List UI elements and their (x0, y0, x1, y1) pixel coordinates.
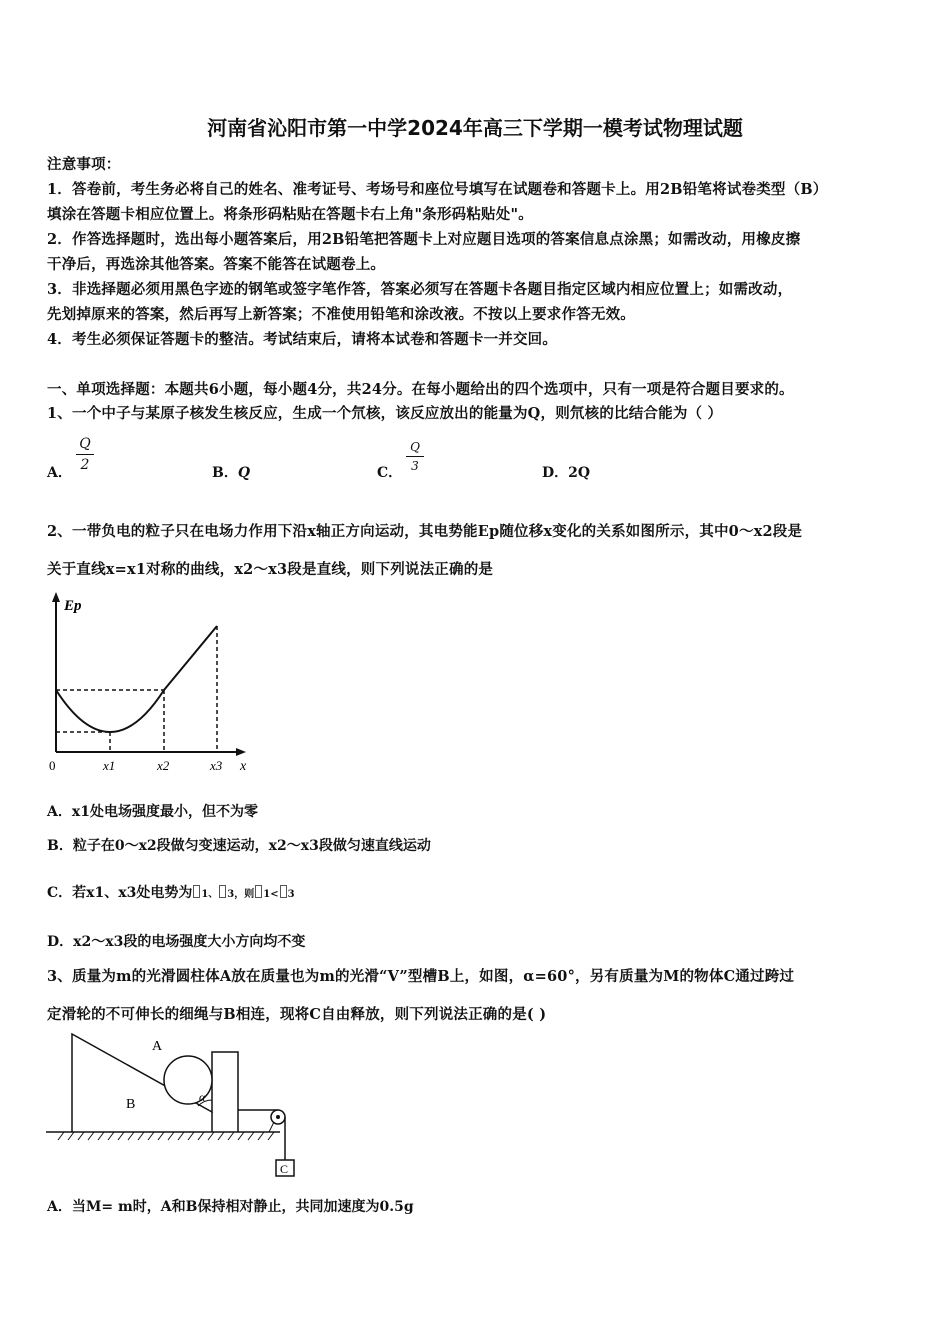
q2-option-c (47, 882, 295, 902)
section-heading: 一、单项选择题：本题共6小题，每小题4分，共24分。在每小题给出的四个选项中，只有一项是符合题目要求的。 (47, 381, 794, 398)
y-axis-label: Ep (64, 598, 82, 614)
fraction-denominator: 2 (80, 457, 90, 473)
q2-option-c-part: 1、 (201, 889, 219, 900)
page-title: 河南省沁阳市第一中学2024年高三下学期一模考试物理试题 (207, 116, 743, 140)
x-tick-label: x1 (103, 758, 116, 773)
x-axis-arrow-icon (236, 748, 246, 756)
q2-option-d: D．x2～x3段的电场强度大小方向均不变 (47, 934, 306, 950)
notes-line: 干净后，再选涂其他答案。答案不能答在试题卷上。 (47, 256, 386, 273)
q2-energy-graph (40, 588, 270, 778)
missing-glyph-icon (255, 885, 262, 898)
origin-label: 0 (49, 758, 56, 773)
q2-option-b: B．粒子在0～x2段做匀变速运动，x2～x3段做匀速直线运动 (47, 838, 431, 854)
missing-glyph-icon (193, 885, 200, 898)
q1-option-d (542, 462, 590, 482)
q1-option-b-value: Q (237, 465, 251, 481)
q1-option-c-label: C． (377, 465, 403, 481)
fraction-bar (76, 454, 94, 455)
x-tick-label: x3 (210, 758, 223, 773)
ep-curve (56, 690, 164, 732)
notes-line: 先划掉原来的答案，然后再写上新答案；不准使用铅笔和涂改液。不按以上要求作答无效。 (47, 306, 635, 323)
angle-label: α (199, 1090, 206, 1104)
notes-line: 1．答卷前，考生务必将自己的姓名、准考证号、考场号和座位号填写在试题卷和答题卡上。用2B铅笔将试卷类型（B） (47, 181, 828, 198)
fraction-numerator: Q (79, 436, 91, 452)
notes-line: 4．考生必须保证答题卡的整洁。考试结束后，请将本试卷和答题卡一并交回。 (47, 331, 558, 348)
q1-option-b-label: B． (212, 465, 238, 481)
q1-option-a-label: A． (47, 465, 72, 481)
q1-option-a-fraction (76, 436, 94, 473)
missing-glyph-icon (280, 885, 287, 898)
q1-option-b (212, 462, 250, 482)
notes-line: 填涂在答题卡相应位置上。将条形码粘贴在答题卡右上角"条形码粘贴处"。 (47, 206, 533, 223)
label-b: B (126, 1097, 136, 1112)
pulley-axle (276, 1115, 280, 1119)
q2-option-c-text: C．若x1、x3处电势为 (47, 885, 193, 901)
notes-line: 3．非选择题必须用黑色字迹的钢笔或签字笔作答，答案必须写在答题卡各题目指定区域内相应位置上；如需改动， (47, 281, 793, 298)
q1-option-d-label: D． (542, 465, 569, 481)
label-c: C (280, 1162, 289, 1176)
q3-stem-line2: 定滑轮的不可伸长的细绳与B相连，现将C自由释放，则下列说法正确的是( ) (47, 1006, 547, 1023)
fraction-denominator: 3 (411, 459, 419, 473)
ep-line-segment (164, 626, 217, 690)
notes-heading: 注意事项： (47, 156, 121, 173)
label-a: A (152, 1039, 163, 1054)
x-axis-label: x (240, 759, 247, 774)
q2-option-c-part: 3，则 (227, 889, 255, 900)
q3-diagram (40, 1028, 310, 1188)
notes-line: 2．作答选择题时，选出每小题答案后，用2B铅笔把答题卡上对应题目选项的答案信息点涂黑；如需改动，用橡皮擦 (47, 231, 801, 248)
q2-stem-line1: 2、一带负电的粒子只在电场力作用下沿x轴正方向运动，其电势能Ep随位移x变化的关系如图所示，其中0～x2段是 (47, 523, 803, 540)
x-tick-label: x2 (157, 758, 170, 773)
fraction-numerator: Q (410, 440, 420, 454)
q1-option-c-fraction (406, 440, 424, 473)
q2-option-c-part: 1< (263, 889, 279, 900)
q3-stem-line1: 3、质量为m的光滑圆柱体A放在质量也为m的光滑“V”型槽B上，如图，α=60°，另有质量为M的物体C通过跨过 (47, 968, 795, 985)
pulley-mount (269, 1122, 274, 1132)
ground-hatching (58, 1132, 274, 1140)
fraction-bar (406, 456, 424, 457)
q2-stem-line2: 关于直线x=x1对称的曲线，x2～x3段是直线，则下列说法正确的是 (47, 561, 494, 578)
q2-option-a: A．x1处电场强度最小，但不为零 (47, 804, 258, 820)
missing-glyph-icon (219, 885, 226, 898)
q1-option-d-value: 2Q (568, 465, 591, 481)
q2-option-c-part: 3 (287, 889, 295, 900)
q1-stem: 1、一个中子与某原子核发生核反应，生成一个氘核，该反应放出的能量为Q，则氘核的比结合能为（ ） (47, 405, 723, 422)
y-axis-arrow-icon (52, 592, 60, 602)
q3-option-a: A．当M= m时，A和B保持相对静止，共同加速度为0.5g (47, 1199, 414, 1215)
